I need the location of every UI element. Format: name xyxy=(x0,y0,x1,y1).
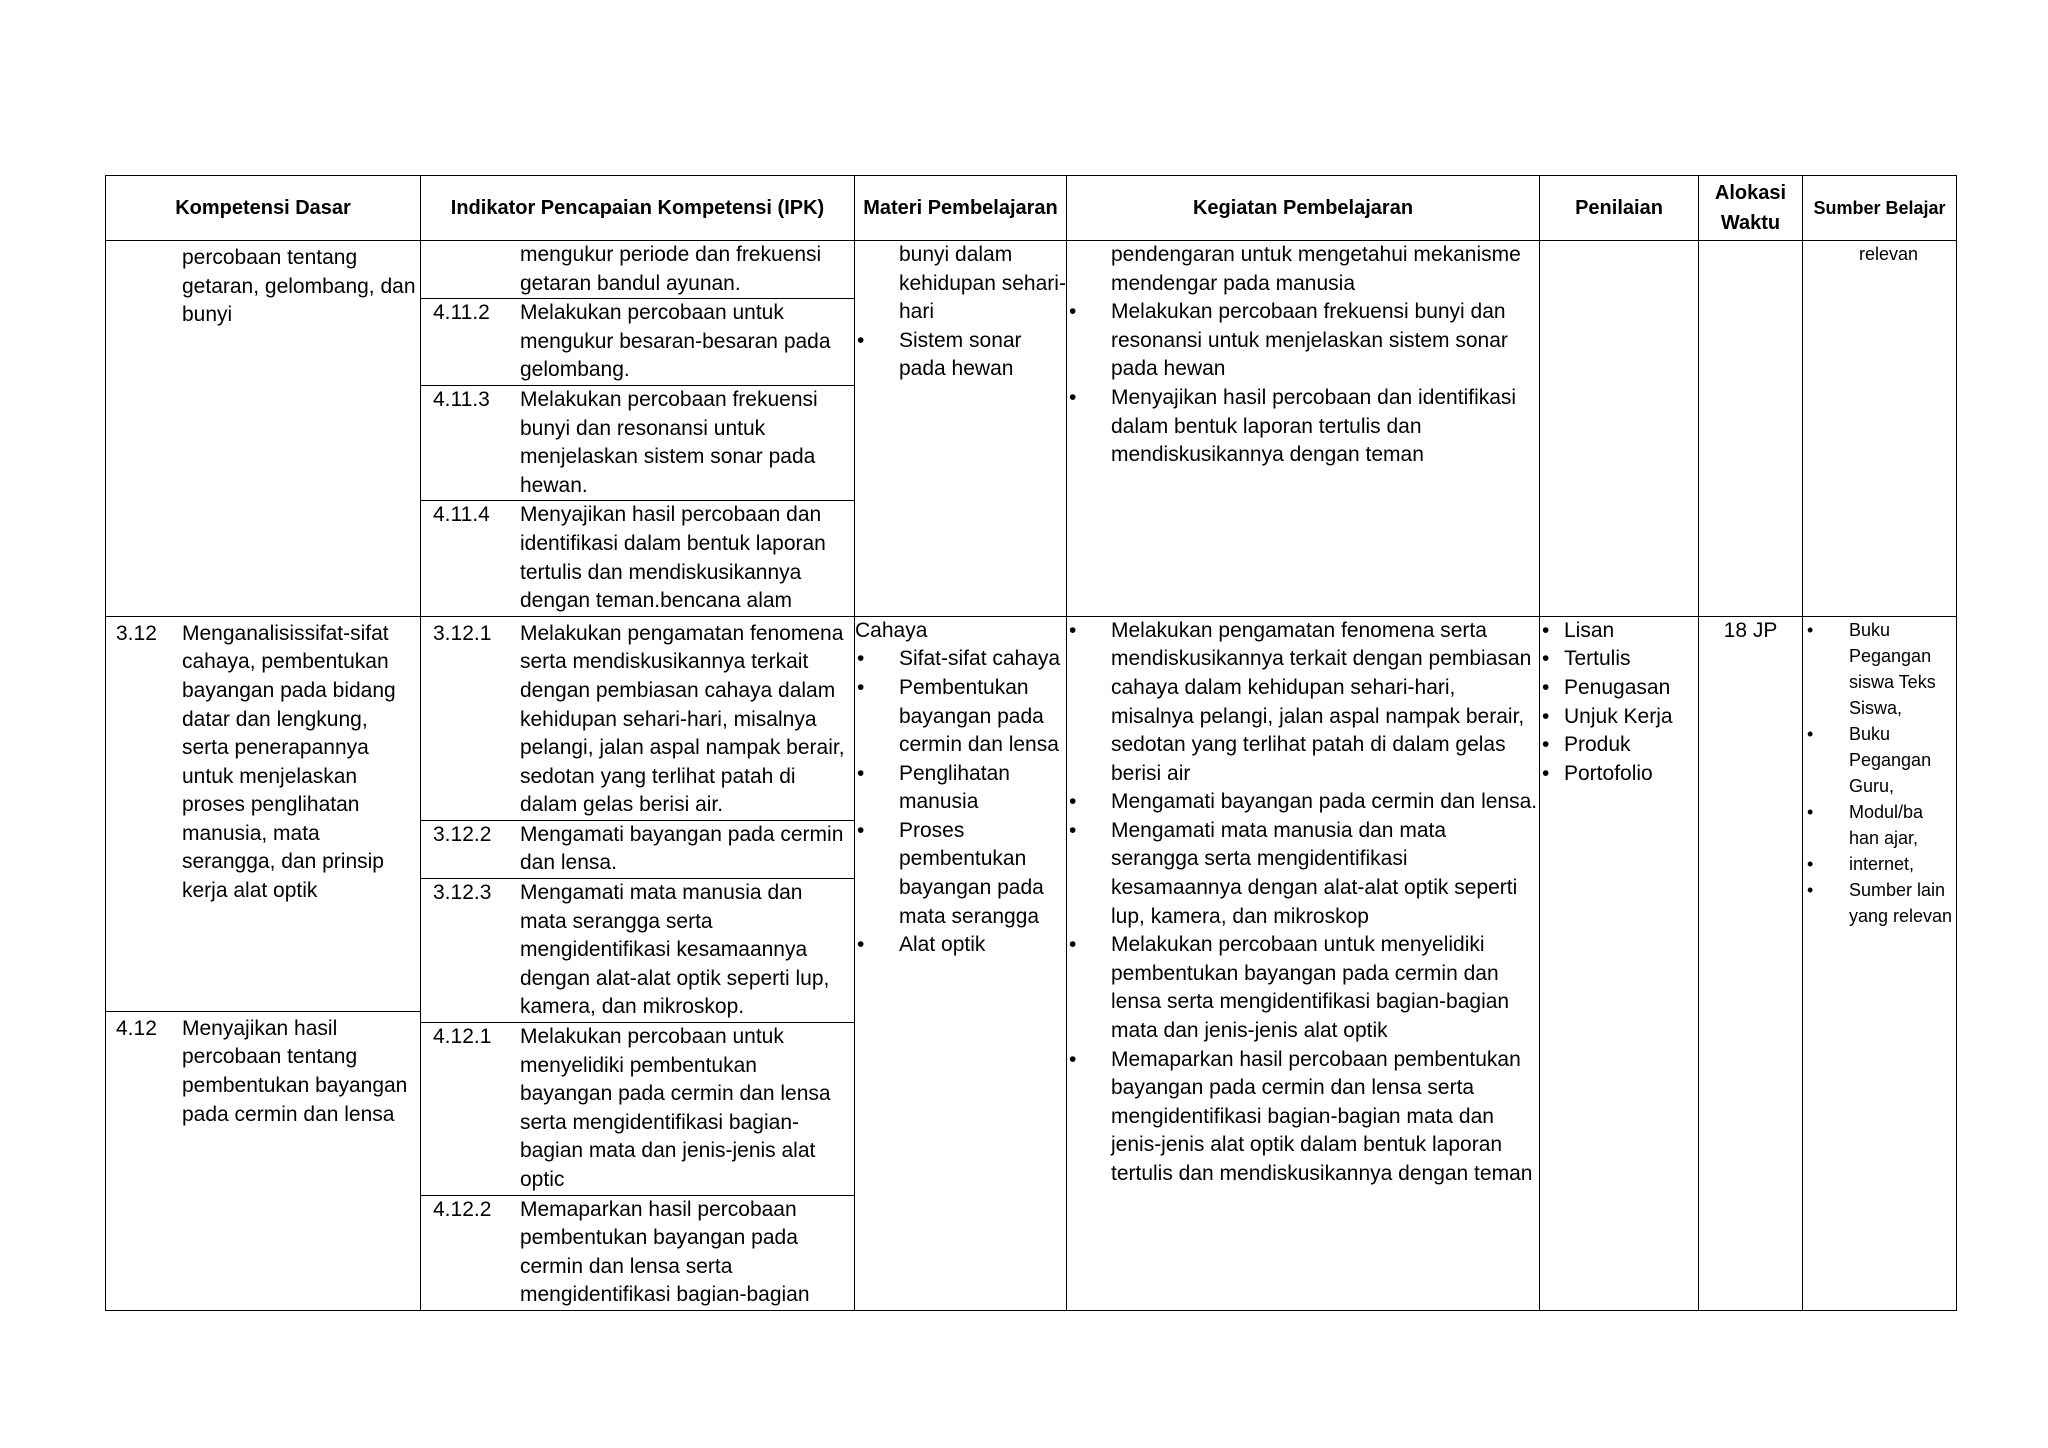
ipk-number: 3.12.1 xyxy=(433,621,492,645)
kegiatan-cell xyxy=(1067,616,1540,1310)
ipk-number: 4.11.2 xyxy=(433,301,490,325)
ipk-number: 4.12.1 xyxy=(433,1025,492,1049)
header-materi: Materi Pembelajaran xyxy=(855,176,1067,241)
list-item: • Melakukan pengamatan fenomena serta mendiskusikannya terkait dengan pembiasan cahaya dalam kehidupan sehari-hari, misalnya pelangi, jalan aspal nampak berair, sedotan yang terlihat patah di dalam gelas berisi air xyxy=(1067,617,1539,789)
sumber-lead: relevan xyxy=(1859,244,1919,264)
list-item: • Lisan xyxy=(1540,617,1698,646)
ipk-item xyxy=(421,821,854,879)
list-item: • Menyajikan hasil percobaan dan identifikasi dalam bentuk laporan tertulis dan mendiskusikannya dengan teman xyxy=(1067,384,1539,470)
kegiatan-lead: pendengaran untuk mengetahui mekanisme mendengar pada manusia xyxy=(1111,243,1521,295)
ipk-number: 4.11.3 xyxy=(433,387,490,411)
list-item: • Sistem sonar pada hewan xyxy=(855,327,1066,384)
ipk-number: 4.12.2 xyxy=(433,1197,492,1221)
ipk-number: 3.12.2 xyxy=(433,822,492,846)
kd-item xyxy=(106,617,420,1011)
ipk-text: mengukur periode dan frekuensi getaran bandul ayunan. xyxy=(520,243,822,295)
list-item: • Mengamati bayangan pada cermin dan lensa. xyxy=(1067,788,1539,817)
alokasi-value: 18 JP xyxy=(1723,618,1778,642)
alokasi-cell xyxy=(1699,616,1803,1310)
penilaian-cell xyxy=(1540,616,1699,1310)
ipk-text: Menyajikan hasil percobaan dan identifikasi dalam bentuk laporan tertulis dan mendiskusikannya dengan teman.bencana alam xyxy=(520,503,826,613)
sumber-cell xyxy=(1803,241,1957,617)
kd-number: 4.12 xyxy=(116,1016,157,1040)
ipk-text: Melakukan pengamatan fenomena serta mendiskusikannya terkait dengan pembiasan cahaya dalam kehidupan sehari-hari, misalnya pelangi, jalan aspal nampak berair, sedotan yang terlihat patah di dalam gelas berisi air. xyxy=(520,621,845,817)
list-item: • Buku Pegangan Guru, xyxy=(1803,721,1956,799)
kd-text: Menyajikan hasil percobaan tentang pembentukan bayangan pada cermin dan lensa xyxy=(182,1016,408,1126)
materi-cell xyxy=(855,616,1067,1310)
materi-lead: bunyi dalam kehidupan sehari-hari xyxy=(899,243,1066,324)
kd-text: percobaan tentang getaran, gelombang, dan bunyi xyxy=(182,246,416,327)
penilaian-cell xyxy=(1540,241,1699,617)
ipk-text: Mengamati mata manusia dan mata serangga serta mengidentifikasi kesamaannya dengan alat-alat optik seperti lup, kamera, dan mikroskop. xyxy=(520,881,830,1019)
list-item: • Penugasan xyxy=(1540,674,1698,703)
ipk-text: Melakukan percobaan untuk menyelidiki pembentukan bayangan pada cermin dan lensa serta mengidentifikasi bagian-bagian mata dan jenis-jenis alat optic xyxy=(520,1025,831,1191)
kd-cell xyxy=(106,616,421,1310)
list-item: • Proses pembentukan bayangan pada mata serangga xyxy=(855,817,1066,931)
list-item: • Buku Pegangan siswa Teks Siswa, xyxy=(1803,617,1956,721)
kd-number: 3.12 xyxy=(116,621,157,645)
ipk-text: Melakukan percobaan untuk mengukur besaran-besaran pada gelombang. xyxy=(520,301,831,382)
kd-item xyxy=(106,1011,420,1129)
ipk-text: Memaparkan hasil percobaan pembentukan bayangan pada cermin dan lensa serta mengidentifikasi bagian-bagian xyxy=(520,1197,810,1307)
header-alokasi: Alokasi Waktu xyxy=(1699,176,1803,241)
list-item: • Sifat-sifat cahaya xyxy=(855,645,1066,674)
list-item: • internet, xyxy=(1803,851,1956,877)
kd-cell xyxy=(106,241,421,617)
materi-lead: Cahaya xyxy=(855,618,928,642)
ipk-item xyxy=(421,386,854,501)
table-row xyxy=(106,241,1957,617)
rpp-table xyxy=(105,175,1957,1311)
ipk-item xyxy=(421,617,854,821)
header-ipk: Indikator Pencapaian Kompetensi (IPK) xyxy=(421,176,855,241)
list-item: • Melakukan percobaan frekuensi bunyi dan resonansi untuk menjelaskan sistem sonar pada hewan xyxy=(1067,298,1539,384)
ipk-number: 4.11.4 xyxy=(433,503,490,527)
list-item: • Sumber lain yang relevan xyxy=(1803,877,1956,929)
ipk-text: Mengamati bayangan pada cermin dan lensa. xyxy=(520,822,844,875)
ipk-item xyxy=(421,241,854,299)
ipk-item xyxy=(421,879,854,1023)
list-item: • Alat optik xyxy=(855,931,1066,960)
alokasi-cell xyxy=(1699,241,1803,617)
list-item: • Memaparkan hasil percobaan pembentukan bayangan pada cermin dan lensa serta mengidentifikasi bagian-bagian mata dan jenis-jenis alat optik dalam bentuk laporan tertulis dan mendiskusikannya dengan teman xyxy=(1067,1046,1539,1189)
list-item: • Unjuk Kerja xyxy=(1540,703,1698,732)
table-row xyxy=(106,616,1957,1310)
kegiatan-cell xyxy=(1067,241,1540,617)
ipk-cell xyxy=(421,241,855,617)
list-item: • Produk xyxy=(1540,731,1698,760)
ipk-item xyxy=(421,1023,854,1196)
ipk-text: Melakukan percobaan frekuensi bunyi dan resonansi untuk menjelaskan sistem sonar pada hewan. xyxy=(520,387,818,497)
kd-text: Menganalisissifat-sifat cahaya, pembentukan bayangan pada bidang datar dan lengkung, serta penerapannya untuk menjelaskan proses penglihatan manusia, mata serangga, dan prinsip kerja alat optik xyxy=(182,621,396,903)
ipk-item xyxy=(421,299,854,386)
materi-cell xyxy=(855,241,1067,617)
list-item: • Mengamati mata manusia dan mata serangga serta mengidentifikasi kesamaannya dengan alat-alat optik seperti lup, kamera, dan mikroskop xyxy=(1067,817,1539,931)
ipk-item xyxy=(421,501,854,615)
list-item: • Pembentukan bayangan pada cermin dan lensa xyxy=(855,674,1066,760)
list-item: • Modul/ba han ajar, xyxy=(1803,799,1956,851)
header-penilaian: Penilaian xyxy=(1540,176,1699,241)
header-sumber: Sumber Belajar xyxy=(1803,176,1957,241)
list-item: • Melakukan percobaan untuk menyelidiki pembentukan bayangan pada cermin dan lensa serta mengidentifikasi bagian-bagian mata dan jenis-jenis alat optik xyxy=(1067,931,1539,1045)
sumber-cell xyxy=(1803,616,1957,1310)
header-kompetensi-dasar: Kompetensi Dasar xyxy=(106,176,421,241)
list-item: • Penglihatan manusia xyxy=(855,760,1066,817)
ipk-item xyxy=(421,1196,854,1310)
header-kegiatan: Kegiatan Pembelajaran xyxy=(1067,176,1540,241)
ipk-number: 3.12.3 xyxy=(433,881,492,905)
list-item: • Tertulis xyxy=(1540,645,1698,674)
list-item: • Portofolio xyxy=(1540,760,1698,789)
ipk-cell xyxy=(421,616,855,1310)
header-row xyxy=(106,176,1957,241)
